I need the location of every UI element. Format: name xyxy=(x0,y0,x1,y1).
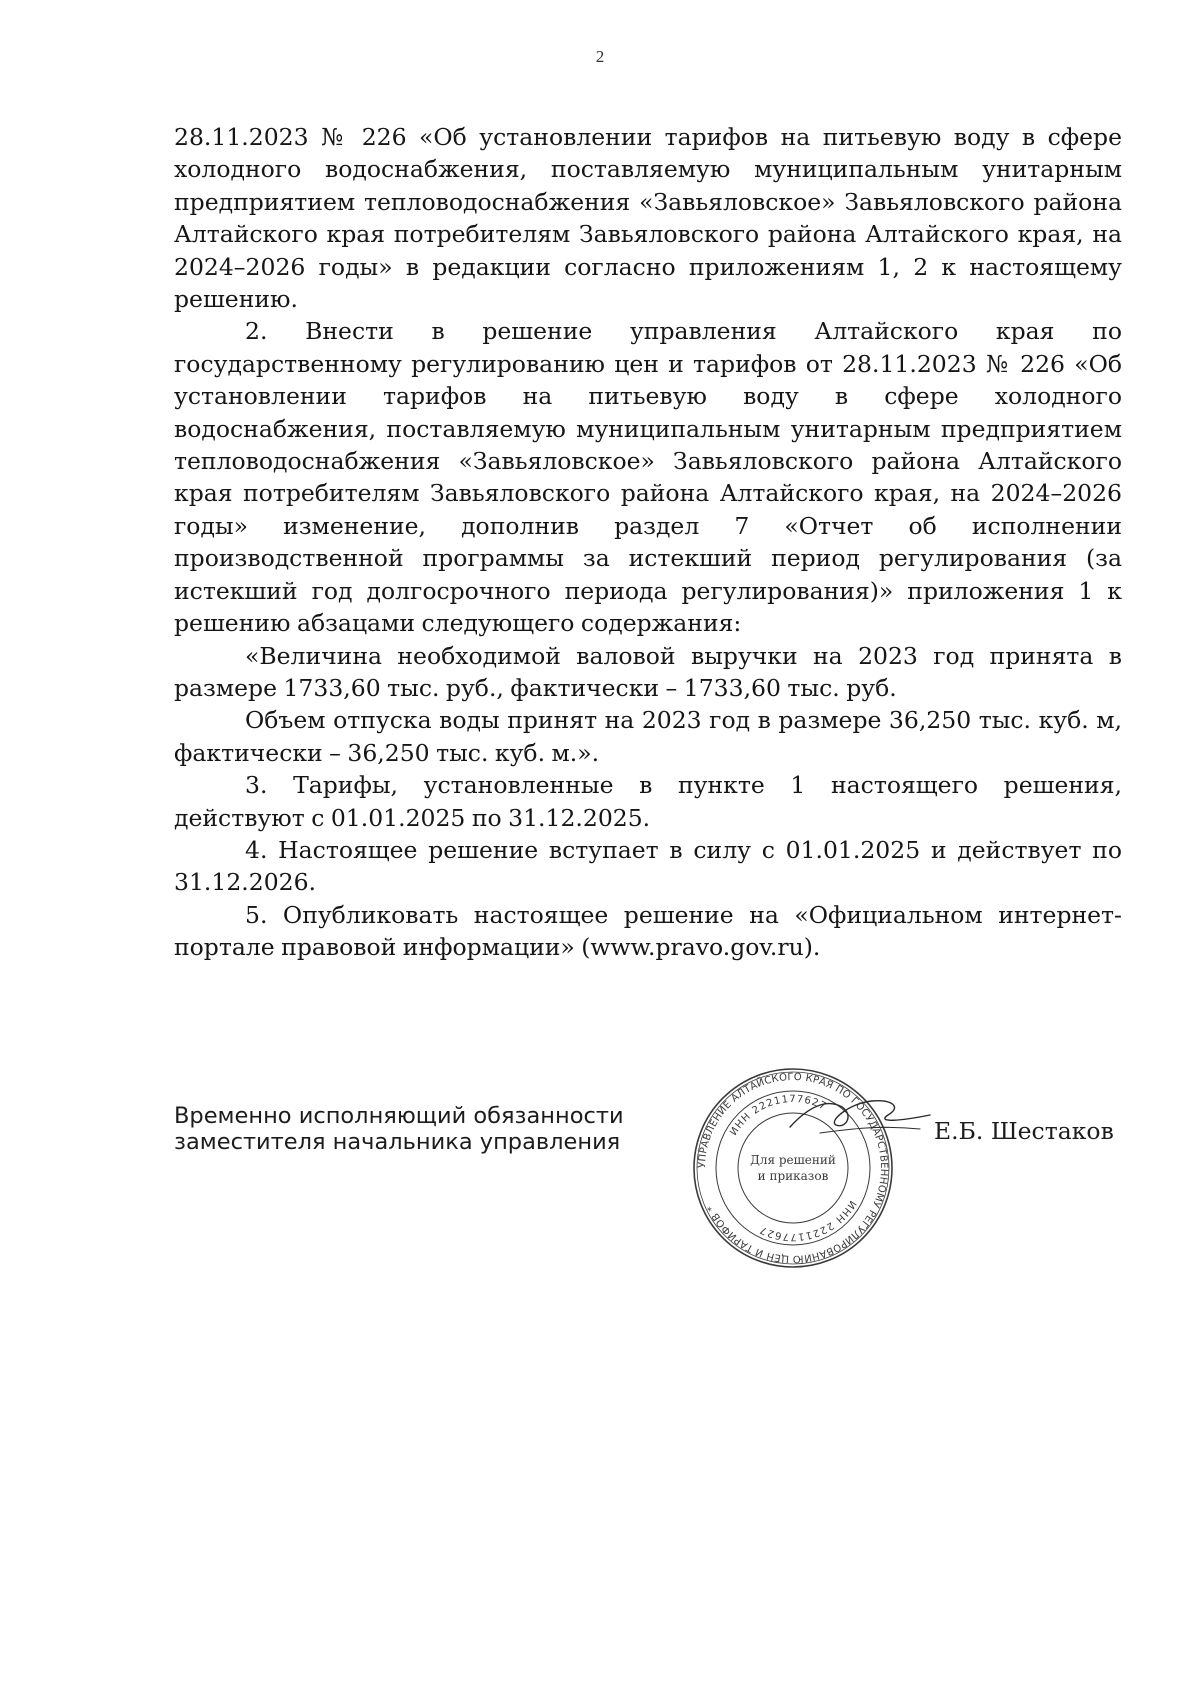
signatory-position xyxy=(174,1103,624,1155)
paragraph-quote-revenue: «Величина необходимой валовой выручки на 2023 год принята в размере 1733,60 тыс. руб., фактически – 1733,60 тыс. руб. xyxy=(174,641,1122,702)
paragraph-3: 3. Тарифы, установленные в пункте 1 настоящего решения, действуют с 01.01.2025 по 31.12.2025. xyxy=(174,771,1122,832)
paragraph-5: 5. Опубликовать настоящее решение на «Официальном интернет-портале правовой информации» (www.pravo.gov.ru). xyxy=(174,900,1122,962)
stamp-inn-text: ИНН 2221177627 xyxy=(728,1093,829,1138)
paragraph-4: 4. Настоящее решение вступает в силу с 01.01.2025 и действует по 31.12.2026. xyxy=(174,835,1122,897)
stamp-center-line-1: Для решений xyxy=(750,1153,836,1167)
paragraph-quote-volume: Объем отпуска воды принят на 2023 год в размере 36,250 тыс. куб. м, фактически – 36,250 тыс. куб. м.». xyxy=(174,706,1122,767)
svg-text:ИНН 2221177627 xyxy=(758,1198,858,1242)
signatory-position-line-2: заместителя начальника управления xyxy=(174,1129,621,1155)
stamp-inn-text-lower: ИНН 2221177627 xyxy=(757,1198,858,1243)
stamp-outer-ring-text: УПРАВЛЕНИЕ АЛТАЙСКОГО КРАЯ ПО ГОСУДАРСТВЕННОМУ РЕГУЛИРОВАНИЮ ЦЕН И ТАРИФОВ * xyxy=(696,1071,890,1265)
paragraph-1-continuation: 28.11.2023 № 226 «Об установлении тарифов на питьевую воду в сфере холодного водоснабжения, поставляемую муниципальным унитарным предприятием тепловодоснабжения «Завьяловское» Завьяловского района Алтайского края потребителям Завьяловского района Алтайского края, на 2024–2026 годы» в редакции согласно приложениям 1, 2 к настоящему решению. xyxy=(174,123,1122,314)
page-number: 2 xyxy=(595,47,605,66)
document-body xyxy=(174,121,1122,964)
stamp-center-line-2: и приказов xyxy=(757,1169,829,1183)
handwritten-signature xyxy=(780,1085,940,1145)
signatory-position-line-1: Временно исполняющий обязанности xyxy=(174,1103,624,1129)
paragraph-2: 2. Внести в решение управления Алтайского края по государственному регулированию цен и тарифов от 28.11.2023 № 226 «Об установлении тарифов на питьевую воду в сфере холодного водоснабжения, поставляемую муниципальным унитарным предприятием тепловодоснабжения «Завьяловское» Завьяловского района Алтайского края потребителям Завьяловского района Алтайского края, на 2024–2026 годы» изменение, дополнив раздел 7 «Отчет об исполнении производственной программы за истекший период регулирования (за истекший год долгосрочного периода регулирования)» приложения 1 к решению абзацами следующего содержания: xyxy=(174,317,1122,638)
signatory-name: Е.Б. Шестаков xyxy=(934,1117,1114,1145)
